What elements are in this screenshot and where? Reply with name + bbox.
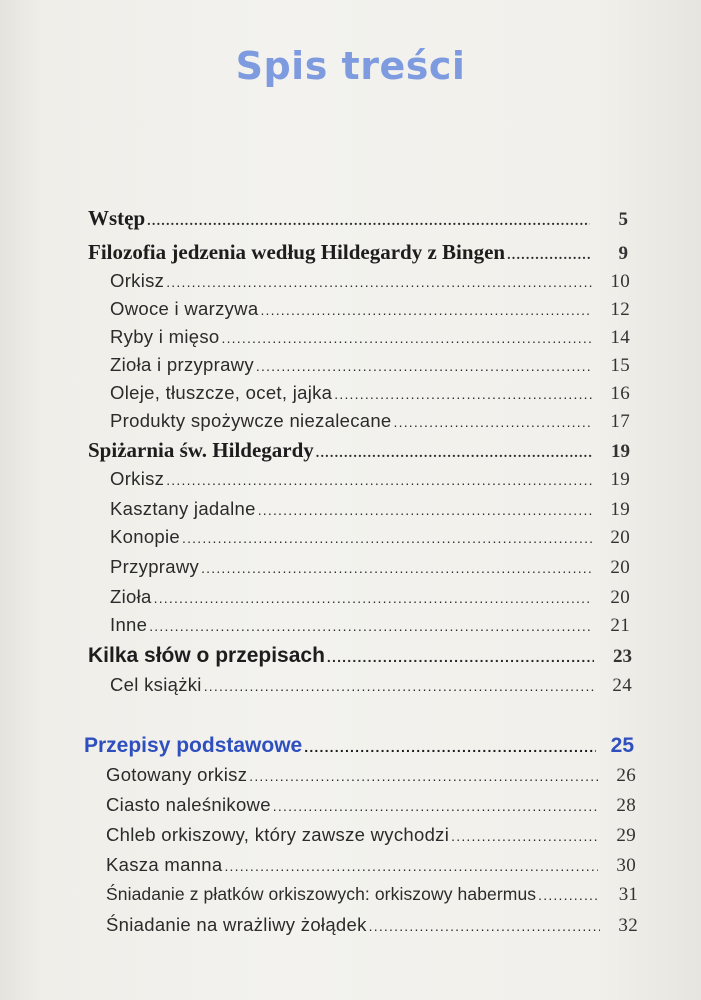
toc-entry-page: 20 <box>610 527 630 548</box>
toc-entry-page: 28 <box>616 795 636 816</box>
toc-entry <box>110 556 630 579</box>
toc-entry <box>110 498 630 521</box>
dot-leader <box>201 560 592 576</box>
toc-entry <box>110 270 630 293</box>
toc-entry-label: Konopie <box>110 526 180 547</box>
toc-entry <box>106 914 638 937</box>
toc-entry-page: 12 <box>610 299 630 320</box>
toc-entry-label: Śniadanie z płatków orkiszowych: orkiszowy habermus <box>106 884 537 904</box>
toc-entry <box>106 764 636 787</box>
dot-leader <box>316 446 592 462</box>
dot-leader <box>182 530 592 546</box>
toc-entry <box>106 824 636 847</box>
toc-entry-label: Owoce i warzywa <box>110 298 259 319</box>
toc-entry-label: Filozofia jedzenia według Hildegardy z Bingen <box>88 240 506 264</box>
toc-entry-page: 23 <box>613 646 632 667</box>
toc-entry <box>106 854 636 877</box>
toc-entry-label: Spiżarnia św. Hildegardy <box>88 438 314 462</box>
toc-entry <box>88 206 628 231</box>
dot-leader <box>327 649 594 665</box>
toc-entry-label: Kilka słów o przepisach <box>88 644 325 667</box>
toc-entry-label: Cel książki <box>110 674 202 695</box>
toc-entry <box>110 586 630 609</box>
dot-leader <box>249 768 598 784</box>
toc-entry-label: Orkisz <box>110 270 165 291</box>
toc-entry-label: Przepisy podstawowe <box>84 734 303 757</box>
dot-leader <box>538 887 600 903</box>
toc-entry-page: 10 <box>610 271 630 292</box>
toc-entry-page: 9 <box>618 243 628 264</box>
toc-entry-label: Inne <box>110 614 148 635</box>
dot-leader <box>273 798 598 814</box>
toc-entry-label: Orkisz <box>110 468 165 489</box>
dot-leader <box>260 302 592 318</box>
dot-leader <box>369 918 600 934</box>
dot-leader <box>258 502 592 518</box>
toc-entry-page: 32 <box>618 915 638 936</box>
dot-leader <box>334 386 592 402</box>
toc-entry <box>88 644 632 668</box>
toc-entry-label: Przyprawy <box>110 556 200 577</box>
toc-entry-label: Produkty spożywcze niezalecane <box>110 410 392 431</box>
dot-leader <box>507 248 590 264</box>
toc-entry-label: Gotowany orkisz <box>106 764 248 785</box>
dot-leader <box>451 828 598 844</box>
toc-entry-page: 5 <box>618 209 628 230</box>
toc-entry-label: Ryby i mięso <box>110 326 220 347</box>
dot-leader <box>149 618 592 634</box>
toc-entry <box>110 410 630 433</box>
toc-entry <box>88 438 630 463</box>
toc-entry-label: Wstęp <box>88 206 146 230</box>
toc-entry <box>110 326 630 349</box>
dot-leader <box>304 739 596 755</box>
dot-leader <box>204 678 594 694</box>
toc-entry-label: Kasztany jadalne <box>110 498 256 519</box>
dot-leader <box>166 274 592 290</box>
toc-entry-page: 19 <box>610 469 630 490</box>
dot-leader <box>224 858 598 874</box>
toc-entry <box>110 382 630 405</box>
toc-entry-label: Kasza manna <box>106 854 223 875</box>
toc-entry-page: 17 <box>610 411 630 432</box>
dot-leader <box>147 214 590 230</box>
toc-entry-page: 14 <box>610 327 630 348</box>
toc-entry-page: 19 <box>611 441 630 462</box>
dot-leader <box>256 358 592 374</box>
toc-entry-label: Ciasto naleśnikowe <box>106 794 271 815</box>
toc-entry-page: 21 <box>610 615 630 636</box>
toc-entry-label: Śniadanie na wrażliwy żołądek <box>106 914 367 935</box>
toc-entry <box>88 240 628 265</box>
toc-entry <box>110 468 630 491</box>
toc-entry-label: Oleje, tłuszcze, ocet, jajka <box>110 382 333 403</box>
toc-entry-page: 20 <box>610 587 630 608</box>
toc-entry-page: 20 <box>610 557 630 578</box>
toc-entry-page: 30 <box>616 855 636 876</box>
toc-entry-label: Zioła <box>110 586 152 607</box>
dot-leader <box>394 414 592 430</box>
toc-entry <box>110 674 632 697</box>
toc-entry <box>106 794 636 817</box>
dot-leader <box>154 590 592 606</box>
toc-entry <box>110 354 630 377</box>
toc-entry-page: 15 <box>610 355 630 376</box>
dot-leader <box>222 330 593 346</box>
toc-entry-page: 16 <box>610 383 630 404</box>
toc-entry-page: 19 <box>610 499 630 520</box>
toc-entry-label: Zioła i przyprawy <box>110 354 254 375</box>
toc-entry-page: 31 <box>618 884 638 905</box>
toc-entry-label: Chleb orkiszowy, który zawsze wychodzi <box>106 824 450 845</box>
toc-entry <box>110 526 630 549</box>
toc-entry <box>110 614 630 637</box>
toc-entry-page: 26 <box>616 765 636 786</box>
toc-entry-page: 24 <box>612 675 632 696</box>
toc-entry-page: 25 <box>610 734 634 757</box>
toc-entry-page: 29 <box>616 825 636 846</box>
page-title: Spis treści <box>235 44 466 88</box>
dot-leader <box>166 472 592 488</box>
toc-entry <box>110 298 630 321</box>
toc-entry <box>106 884 638 906</box>
toc-section-entry <box>84 734 634 758</box>
